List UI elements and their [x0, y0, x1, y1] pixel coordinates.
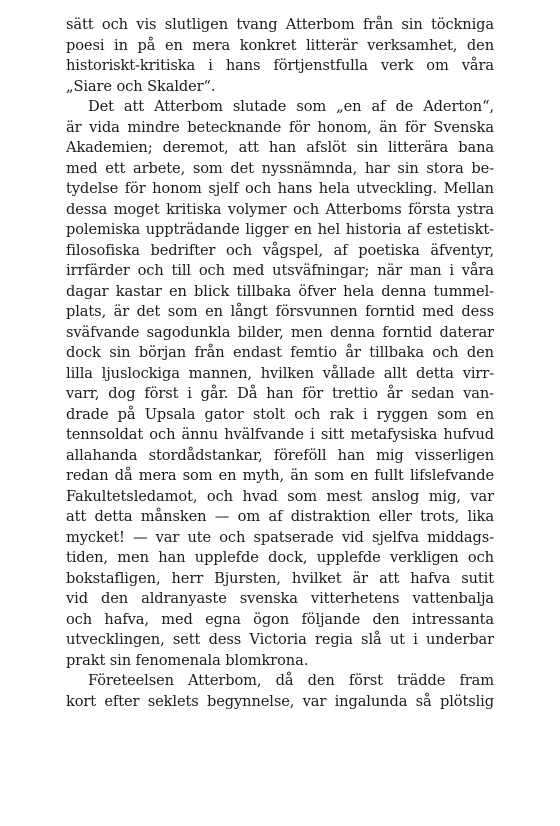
- text-line: tennsoldat och ännu hvälfvande i sitt metafysiska hufvud: [66, 426, 494, 443]
- text-line: tiden, men han upplefde dock, upplefde verkligen och: [66, 549, 494, 566]
- text-line: dock sin början från endast femtio år tillbaka och den: [66, 344, 494, 361]
- text-line: polemiska uppträdande ligger en hel historia af estetiskt-: [66, 221, 494, 238]
- text-line: sätt och vis slutligen tvang Atterbom från sin töckniga: [66, 16, 494, 33]
- text-line: redan då mera som en myth, än som en fullt lifslefvande: [66, 467, 494, 484]
- text-line: filosofiska bedrifter och vågspel, af poetiska äfventyr,: [66, 241, 494, 259]
- text-line: är vida mindre betecknande för honom, än för Svenska: [66, 118, 494, 136]
- text-line: Fakultetsledamot, och hvad som mest anslog mig, var: [66, 487, 494, 505]
- page-text: [66, 15, 494, 712]
- text-line: kort efter seklets begynnelse, var ingalunda så plötslig: [66, 692, 494, 710]
- text-line: historiskt-kritiska i hans förtjenstfulla verk om våra: [66, 57, 494, 74]
- text-line: utvecklingen, sett dess Victoria regia slå ut i underbar: [66, 631, 494, 648]
- text-line: allahanda stordådstankar, föreföll han mig visserligen: [66, 446, 494, 464]
- paragraph-3: [66, 671, 494, 712]
- text-line: dessa moget kritiska volymer och Atterboms första ystra: [66, 200, 494, 218]
- text-line: prakt sin fenomenala blomkrona.: [66, 651, 309, 669]
- text-line: tydelse för honom sjelf och hans hela utveckling. Mellan: [66, 180, 494, 197]
- paragraph-2: [66, 97, 494, 671]
- text-line: mycket! — var ute och spatserade vid sjelfva middags-: [66, 528, 494, 546]
- text-line: vid den aldranyaste svenska vitterhetens vattenbalja: [66, 590, 494, 607]
- text-line: irrfärder och till och med utsväfningar; när man i våra: [66, 262, 494, 279]
- text-line: Det att Atterbom slutade som „en af de Aderton“,: [88, 98, 494, 115]
- text-line: med ett arbete, som det nyssnämnda, har sin stora be-: [66, 159, 494, 177]
- text-line: „Siare och Skalder“.: [66, 77, 216, 95]
- text-line: poesi in på en mera konkret litterär verksamhet, den: [66, 36, 494, 54]
- text-line: Företeelsen Atterbom, då den först trädde fram: [88, 672, 494, 689]
- text-line: bokstafligen, herr Bjursten, hvilket är att hafva sutit: [66, 569, 494, 587]
- text-line: sväfvande sagodunkla bilder, men denna forntid daterar: [66, 323, 494, 341]
- text-line: att detta månsken — om af distraktion eller trots, lika: [66, 508, 494, 525]
- text-line: och hafva, med egna ögon följande den intressanta: [66, 610, 494, 628]
- text-line: plats, är det som en långt försvunnen forntid med dess: [66, 303, 494, 320]
- text-line: dagar kastar en blick tillbaka öfver hela denna tummel-: [66, 282, 494, 300]
- text-line: lilla ljuslockiga mannen, hvilken vållade allt detta virr-: [66, 364, 494, 382]
- text-line: varr, dog först i går. Då han för trettio år sedan van-: [66, 385, 494, 402]
- text-line: drade på Upsala gator stolt och rak i ryggen som en: [66, 405, 494, 423]
- paragraph-1: [66, 15, 494, 97]
- text-line: Akademien; deremot, att han afslöt sin litterära bana: [66, 139, 494, 156]
